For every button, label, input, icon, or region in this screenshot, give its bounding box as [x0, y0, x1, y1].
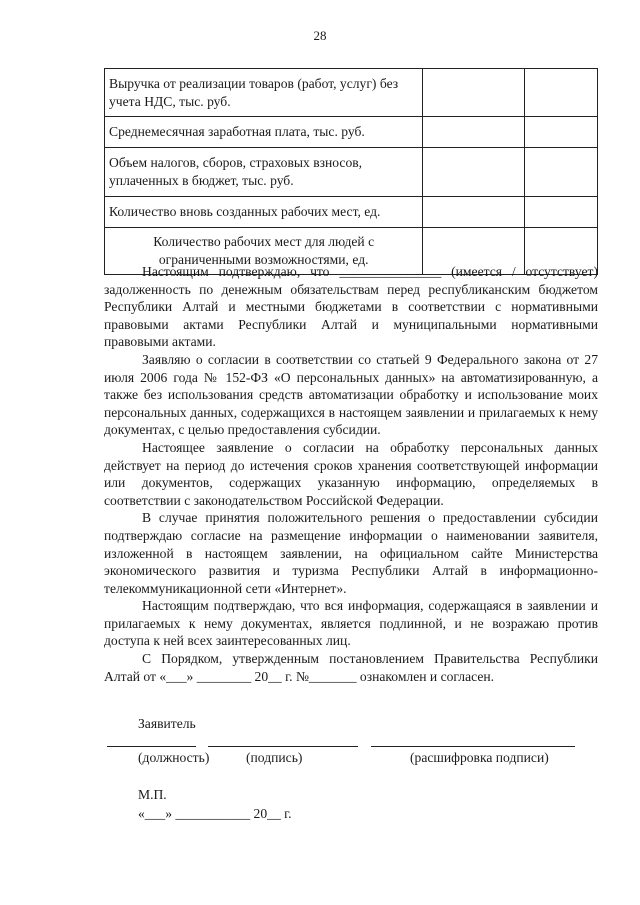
table-row	[105, 117, 598, 148]
applicant-label: Заявитель	[138, 716, 196, 731]
stamp-label: М.П.	[138, 787, 167, 802]
table-cell-value	[423, 197, 524, 228]
table-cell-label: Объем налогов, сборов, страховых взносов, уплаченных в бюджет, тыс. руб.	[105, 148, 423, 197]
paragraph-validity: Настоящее заявление о согласии на обработку персональных данных действует на период до истечения сроков хранения соответствующей информации или документов, содержащих указанную информацию, определяемых в соответствии с законодательством Российской Федерации.	[104, 439, 598, 508]
decoding-line	[371, 746, 575, 747]
table-cell-label: Количество рабочих мест для людей с ограниченными возможностями, ед.	[105, 228, 423, 275]
decoding-label: (расшифровка подписи)	[410, 750, 549, 765]
table-cell-value	[524, 197, 597, 228]
paragraph-procedure: С Порядком, утвержденным постановлением Правительства Республики Алтай от «___» ________ 20__ г. №_______ ознакомлен и согласен.	[104, 651, 598, 684]
table-cell-value	[423, 148, 524, 197]
paragraph-authenticity: Настоящим подтверждаю, что вся информация, содержащаяся в заявлении и прилагаемых к нему документах, является подлинной, и не возражаю против доступа к ней всех заинтересованных лиц.	[104, 598, 598, 649]
position-line	[107, 746, 196, 747]
table-cell-value	[524, 117, 597, 148]
table-cell-value	[423, 117, 524, 148]
table-cell-value	[524, 69, 597, 117]
paragraph-consent: Заявляю о согласии в соответствии со статьей 9 Федерального закона от 27 июля 2006 года № 152-ФЗ «О персональных данных» на автоматизированную, а также без использования средств автоматизации обработку и использование моих персональных данных, содержащихся в настоящем заявлении и прилагаемых к нему документах, с целью предоставления субсидии.	[104, 351, 598, 438]
declaration-text	[104, 263, 598, 685]
indicators-table	[104, 68, 598, 275]
table-row	[105, 148, 598, 197]
table-cell-value	[423, 69, 524, 117]
position-label: (должность)	[138, 750, 210, 765]
paragraph-publication: В случае принятия положительного решения о предоставлении субсидии подтверждаю согласие на размещение информации о наименовании заявителя, изложенной в настоящем заявлении, на официальном сайте Министерства экономического развития и туризма Республики Алтай в информационно-телекоммуникационной сети «Интернет».	[104, 510, 598, 596]
page-number: 28	[313, 28, 327, 43]
date-line: «___» ___________ 20__ г.	[138, 806, 292, 821]
signature-line	[208, 746, 358, 747]
table-cell-label: Среднемесячная заработная плата, тыс. руб.	[105, 117, 423, 148]
table-row	[105, 197, 598, 228]
table-row	[105, 69, 598, 117]
paragraph-debt: Настоящим подтверждаю, что _______________ (имеется / отсутствует) задолженность по денежным обязательствам перед республиканским бюджетом Республики Алтай и местными бюджетами в соответствии с нормативными правовыми актами Республики Алтай и муниципальными нормативными правовыми актами.	[104, 264, 598, 350]
signature-label: (подпись)	[246, 750, 303, 765]
table-cell-value	[524, 148, 597, 197]
table-cell-label: Количество вновь созданных рабочих мест, ед.	[105, 197, 423, 228]
table-cell-label: Выручка от реализации товаров (работ, услуг) без учета НДС, тыс. руб.	[105, 69, 423, 117]
